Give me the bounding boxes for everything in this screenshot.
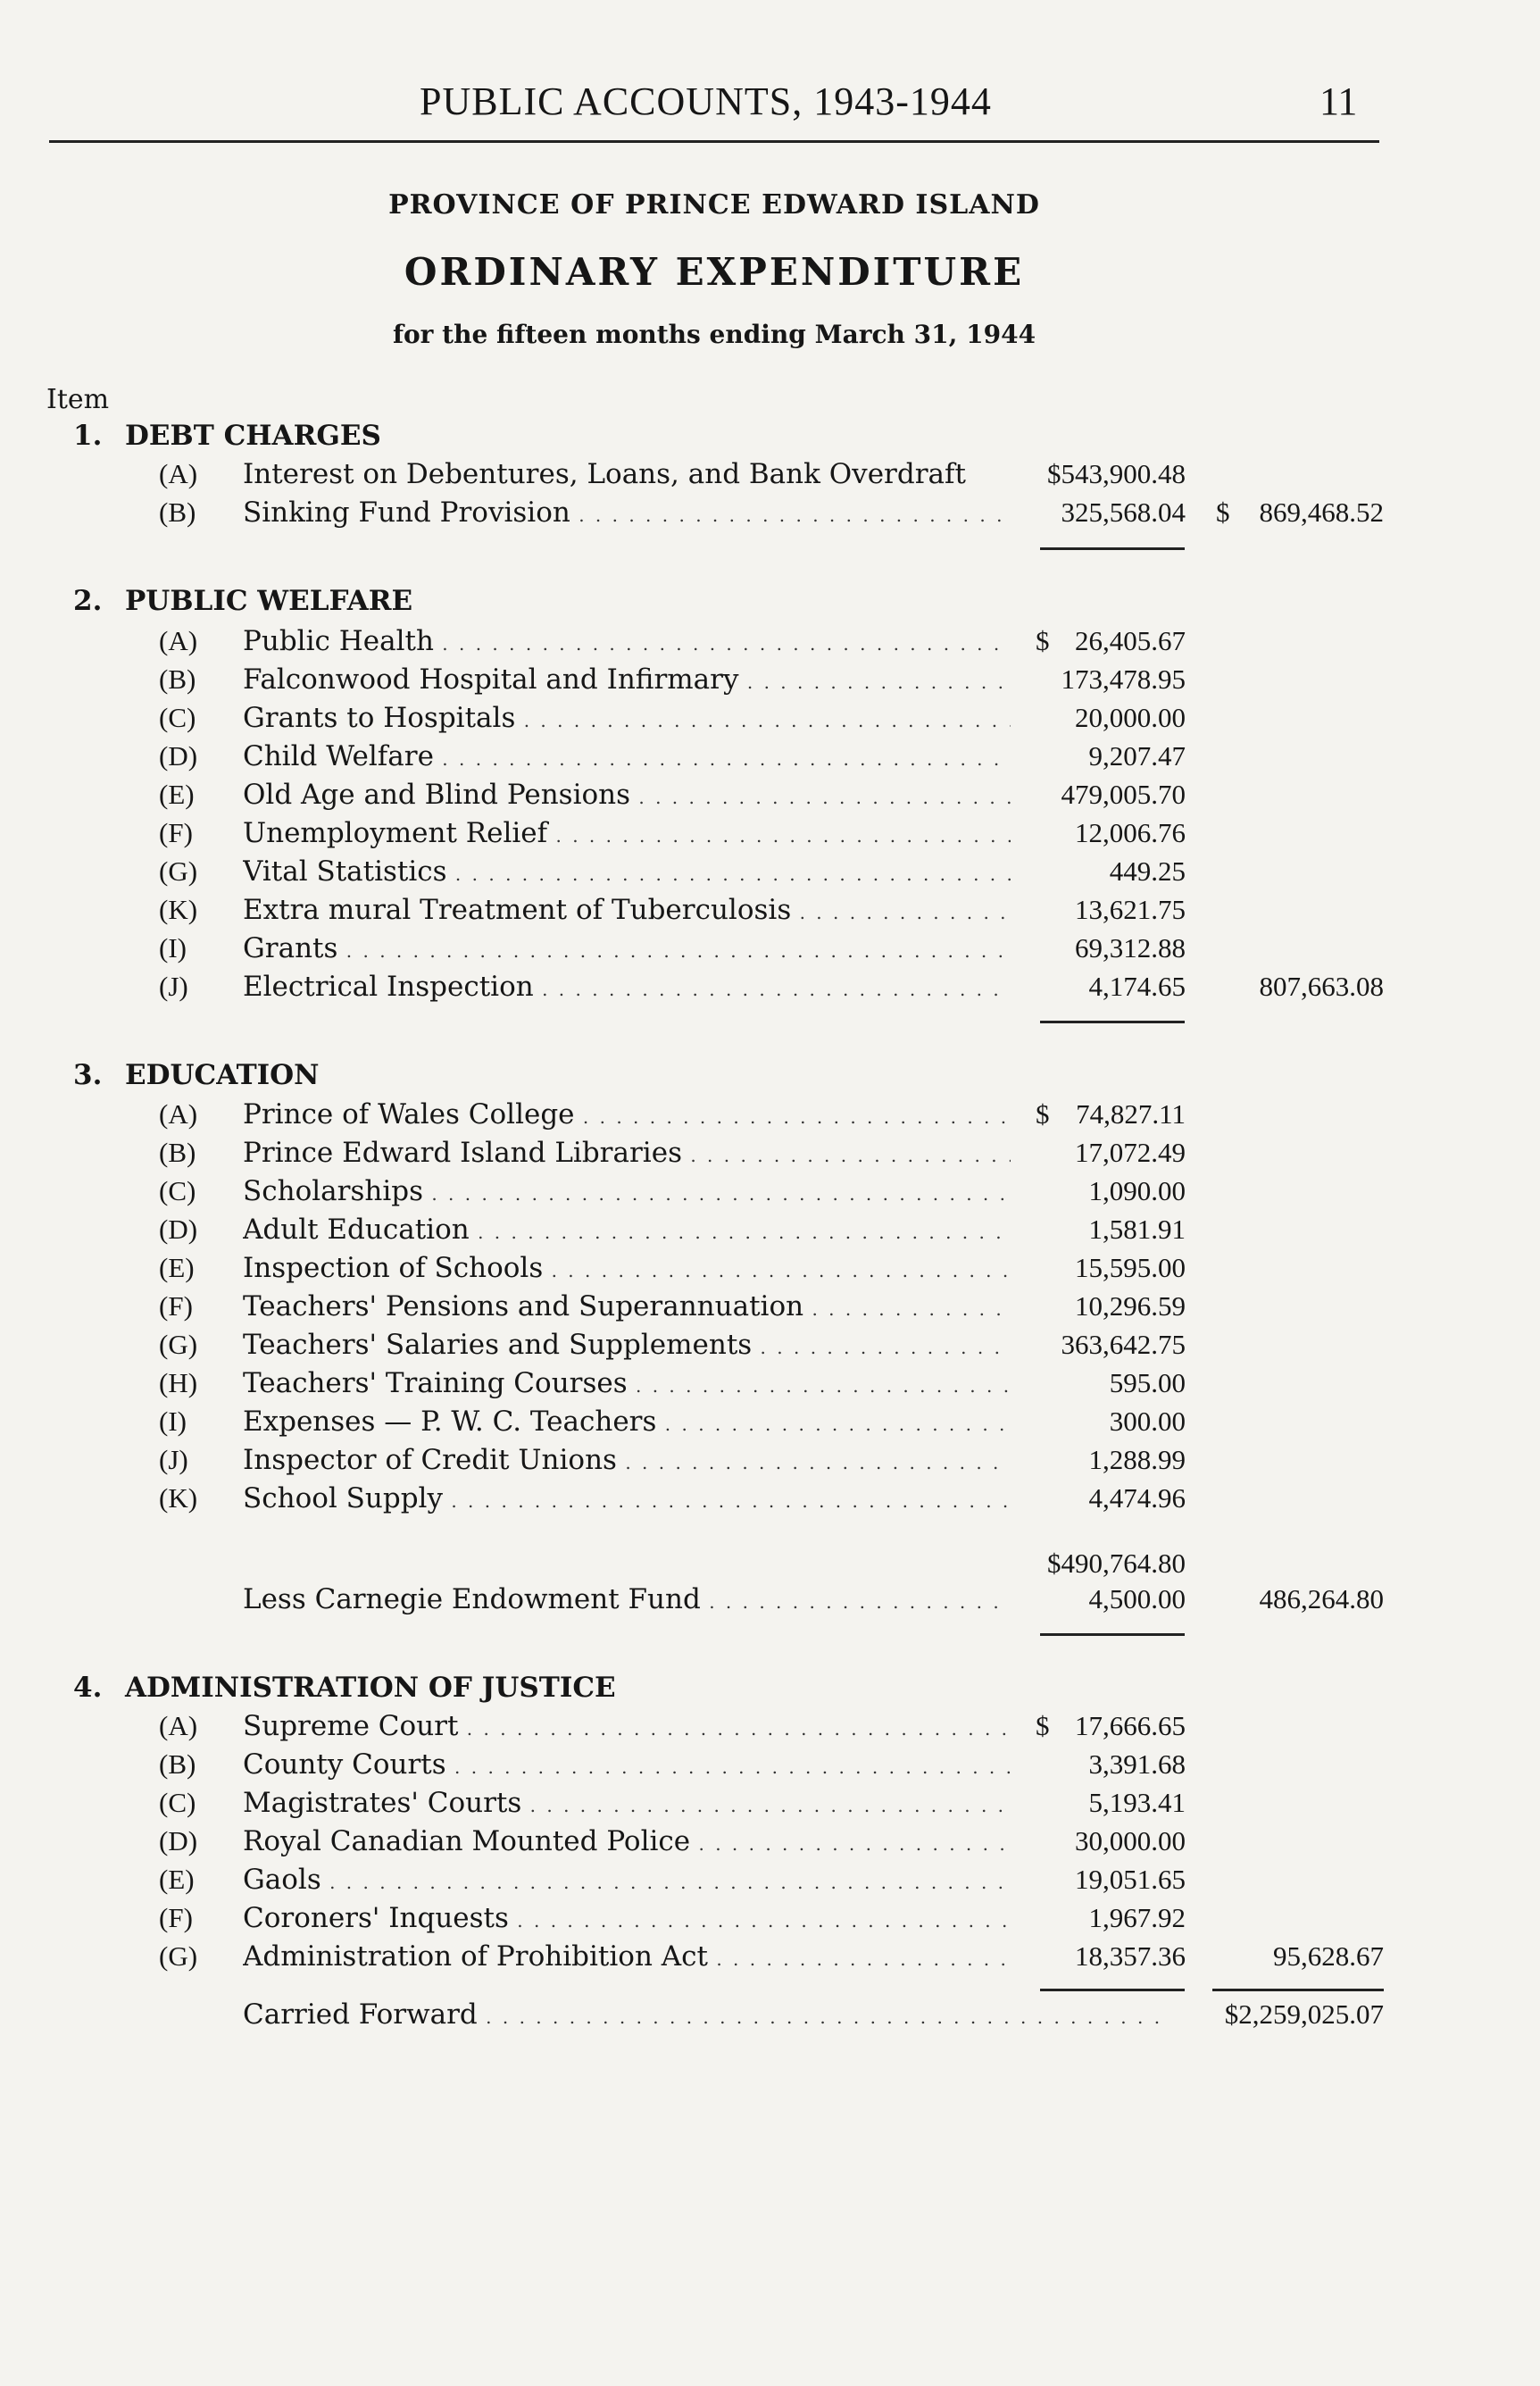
subtotal-rule <box>1040 1021 1185 1023</box>
table-row <box>0 1825 1540 1865</box>
row-code: (E) <box>159 1864 195 1895</box>
row-code: (A) <box>159 458 198 489</box>
row-label: Child Welfare . . . <box>243 740 1011 772</box>
row-label: County Courts . . . <box>243 1748 1011 1781</box>
row-code: (D) <box>159 740 198 772</box>
section-name: EDUCATION <box>125 1059 320 1091</box>
row-amount: 1,288.99 <box>1088 1444 1186 1475</box>
section-number: 2. <box>73 585 103 617</box>
row-code: (K) <box>159 894 198 925</box>
row-amount: 10,296.59 <box>1075 1290 1186 1322</box>
row-label: Magistrates' Courts . . . <box>243 1787 1011 1819</box>
item-column-header: Item <box>46 384 110 415</box>
row-amount: 3,391.68 <box>1088 1748 1186 1780</box>
row-code: (C) <box>159 702 196 733</box>
table-row <box>0 779 1540 818</box>
row-label: Administration of Prohibition Act . . . <box>243 1940 1011 1973</box>
row-label: Teachers' Pensions and Superannuation . . . <box>243 1290 1011 1322</box>
row-code: (I) <box>159 1406 187 1437</box>
section-title <box>73 1672 616 1704</box>
running-title: PUBLIC ACCOUNTS, 1943-1944 <box>420 79 992 123</box>
row-code: (A) <box>159 1710 198 1741</box>
row-code: (I) <box>159 932 187 964</box>
row-label: Prince of Wales College . . . <box>243 1098 1011 1130</box>
header-rule <box>49 140 1379 143</box>
row-label: Falconwood Hospital and Infirmary . . . <box>243 663 1011 696</box>
table-row <box>0 496 1540 536</box>
row-amount: 4,474.96 <box>1088 1482 1186 1514</box>
subtotal-amount: $490,764.80 <box>1047 1548 1186 1579</box>
row-label: Adult Education . . . <box>243 1214 1011 1246</box>
row-amount: 15,595.00 <box>1075 1252 1186 1283</box>
row-code: (B) <box>159 663 196 695</box>
subtotal-rule <box>1040 1989 1185 1991</box>
table-row <box>0 1406 1540 1445</box>
row-code: (E) <box>159 779 195 810</box>
row-code: (J) <box>159 1444 188 1475</box>
row-amount: 1,090.00 <box>1088 1175 1186 1206</box>
row-amount: 325,568.04 <box>1061 496 1186 528</box>
row-label: Coroners' Inquests . . . <box>243 1902 1011 1934</box>
table-row <box>0 1710 1540 1749</box>
section-number: 4. <box>73 1672 103 1704</box>
row-code: (B) <box>159 1748 196 1780</box>
row-amount: 20,000.00 <box>1075 702 1186 733</box>
row-label: Prince Edward Island Libraries . . . <box>243 1137 1011 1169</box>
total-rule <box>1212 1989 1384 1991</box>
table-row <box>0 1098 1540 1138</box>
table-row <box>0 1329 1540 1368</box>
row-amount: 479,005.70 <box>1061 779 1186 810</box>
row-amount: 19,051.65 <box>1075 1864 1186 1895</box>
deduction-label: Less Carnegie Endowment Fund . . . <box>243 1583 1011 1615</box>
row-code: (G) <box>159 855 198 887</box>
row-code: (F) <box>159 1290 193 1322</box>
row-amount: 74,827.11 <box>1076 1098 1186 1130</box>
section-title <box>73 1059 319 1091</box>
row-code: (C) <box>159 1175 196 1206</box>
row-amount: 4,174.65 <box>1088 971 1186 1002</box>
section-total: 486,264.80 <box>1259 1583 1384 1614</box>
row-label: Old Age and Blind Pensions . . . <box>243 779 1011 811</box>
row-code: (G) <box>159 1329 198 1360</box>
section-name: PUBLIC WELFARE <box>125 585 413 617</box>
row-label: Grants to Hospitals . . . <box>243 702 1011 734</box>
main-title: ORDINARY EXPENDITURE <box>404 250 1025 294</box>
page-number: 11 <box>1319 79 1358 123</box>
table-row <box>0 1482 1540 1522</box>
row-label: Inspection of Schools . . . <box>243 1252 1011 1284</box>
table-row <box>0 625 1540 664</box>
section-number: 3. <box>73 1059 103 1091</box>
row-amount: 17,072.49 <box>1075 1137 1186 1168</box>
amount-dollar-sign: $ <box>1036 625 1050 656</box>
table-row <box>0 817 1540 856</box>
carried-forward-total: $2,259,025.07 <box>1224 1998 1384 2030</box>
row-amount: 595.00 <box>1109 1367 1186 1398</box>
row-code: (B) <box>159 496 196 528</box>
amount-dollar-sign: $ <box>1036 1710 1050 1741</box>
total-dollar-sign: $ <box>1216 496 1230 528</box>
table-row <box>0 971 1540 1010</box>
deduction-row <box>0 1583 1540 1623</box>
section-total: 807,663.08 <box>1259 971 1384 1002</box>
row-amount: 1,581.91 <box>1088 1214 1186 1245</box>
table-row <box>0 894 1540 933</box>
row-label: Grants . . . <box>243 932 1011 964</box>
row-code: (D) <box>159 1214 198 1245</box>
row-amount: 9,207.47 <box>1088 740 1186 772</box>
row-label: Unemployment Relief . . . <box>243 817 1011 849</box>
row-code: (G) <box>159 1940 198 1972</box>
table-row <box>0 1902 1540 1941</box>
row-code: (F) <box>159 817 193 848</box>
table-row <box>0 1367 1540 1406</box>
amount-dollar-sign: $ <box>1036 1098 1050 1130</box>
row-amount: 449.25 <box>1109 855 1186 887</box>
row-amount: 300.00 <box>1109 1406 1186 1437</box>
section-title <box>73 420 381 452</box>
row-code: (C) <box>159 1787 196 1818</box>
row-label: Teachers' Salaries and Supplements . . . <box>243 1329 1011 1361</box>
row-code: (K) <box>159 1482 198 1514</box>
section-number: 1. <box>73 420 103 452</box>
row-label: Scholarships . . . <box>243 1175 1011 1207</box>
subtotal-rule <box>1040 547 1185 550</box>
row-label: Electrical Inspection . . . <box>243 971 1011 1003</box>
table-row <box>0 1290 1540 1330</box>
row-amount: 12,006.76 <box>1075 817 1186 848</box>
subtotal-rule <box>1040 1633 1185 1636</box>
row-label: Supreme Court . . . <box>243 1710 1011 1742</box>
province-heading: PROVINCE OF PRINCE EDWARD ISLAND <box>388 189 1040 221</box>
row-label: Public Health . . . <box>243 625 1011 657</box>
table-row <box>0 1137 1540 1176</box>
row-amount: 26,405.67 <box>1075 625 1186 656</box>
section-name: DEBT CHARGES <box>125 420 381 452</box>
row-amount: 17,666.65 <box>1075 1710 1186 1741</box>
table-row <box>0 1175 1540 1214</box>
row-amount: 363,642.75 <box>1061 1329 1186 1360</box>
row-amount: 30,000.00 <box>1075 1825 1186 1856</box>
row-label: Expenses — P. W. C. Teachers . . . <box>243 1406 1011 1438</box>
row-amount: 13,621.75 <box>1075 894 1186 925</box>
table-row <box>0 1864 1540 1903</box>
row-label: School Supply . . . <box>243 1482 1011 1514</box>
table-row <box>0 663 1540 703</box>
carried-forward-label: Carried Forward . . . <box>243 1998 1162 2031</box>
row-code: (H) <box>159 1367 198 1398</box>
table-row <box>0 1940 1540 1980</box>
table-row <box>0 740 1540 780</box>
carried-forward-row <box>0 1998 1540 2038</box>
row-amount: 69,312.88 <box>1075 932 1186 964</box>
row-code: (J) <box>159 971 188 1002</box>
row-amount: $543,900.48 <box>1047 458 1186 489</box>
row-code: (A) <box>159 1098 198 1130</box>
row-label: Sinking Fund Provision . . . <box>243 496 1011 529</box>
table-row <box>0 1214 1540 1253</box>
subtotal-row <box>0 1548 1540 1587</box>
table-row <box>0 702 1540 741</box>
row-label: Royal Canadian Mounted Police . . . <box>243 1825 1011 1857</box>
section-title <box>73 585 412 617</box>
section-name: ADMINISTRATION OF JUSTICE <box>125 1672 616 1704</box>
row-amount: 5,193.41 <box>1088 1787 1186 1818</box>
row-amount: 173,478.95 <box>1061 663 1186 695</box>
table-row <box>0 1748 1540 1788</box>
row-label: Gaols . . . <box>243 1864 1011 1896</box>
period-subtitle: for the fifteen months ending March 31, 1944 <box>392 320 1036 349</box>
row-code: (D) <box>159 1825 198 1856</box>
table-row <box>0 1444 1540 1483</box>
table-row <box>0 932 1540 972</box>
row-code: (F) <box>159 1902 193 1933</box>
row-amount: 1,967.92 <box>1088 1902 1186 1933</box>
section-total: 95,628.67 <box>1273 1940 1384 1972</box>
table-row <box>0 458 1540 497</box>
row-code: (B) <box>159 1137 196 1168</box>
deduction-amount: 4,500.00 <box>1088 1583 1186 1614</box>
row-label: Extra mural Treatment of Tuberculosis . . . <box>243 894 1011 926</box>
table-row <box>0 1252 1540 1291</box>
row-code: (A) <box>159 625 198 656</box>
row-label: Interest on Debentures, Loans, and Bank Overdraft <box>243 458 966 490</box>
table-row <box>0 855 1540 895</box>
row-label: Teachers' Training Courses . . . <box>243 1367 1011 1399</box>
row-label: Inspector of Credit Unions . . . <box>243 1444 1011 1476</box>
row-code: (E) <box>159 1252 195 1283</box>
row-label: Vital Statistics . . . <box>243 855 1011 888</box>
table-row <box>0 1787 1540 1826</box>
row-amount: 18,357.36 <box>1075 1940 1186 1972</box>
section-total: 869,468.52 <box>1259 496 1384 528</box>
